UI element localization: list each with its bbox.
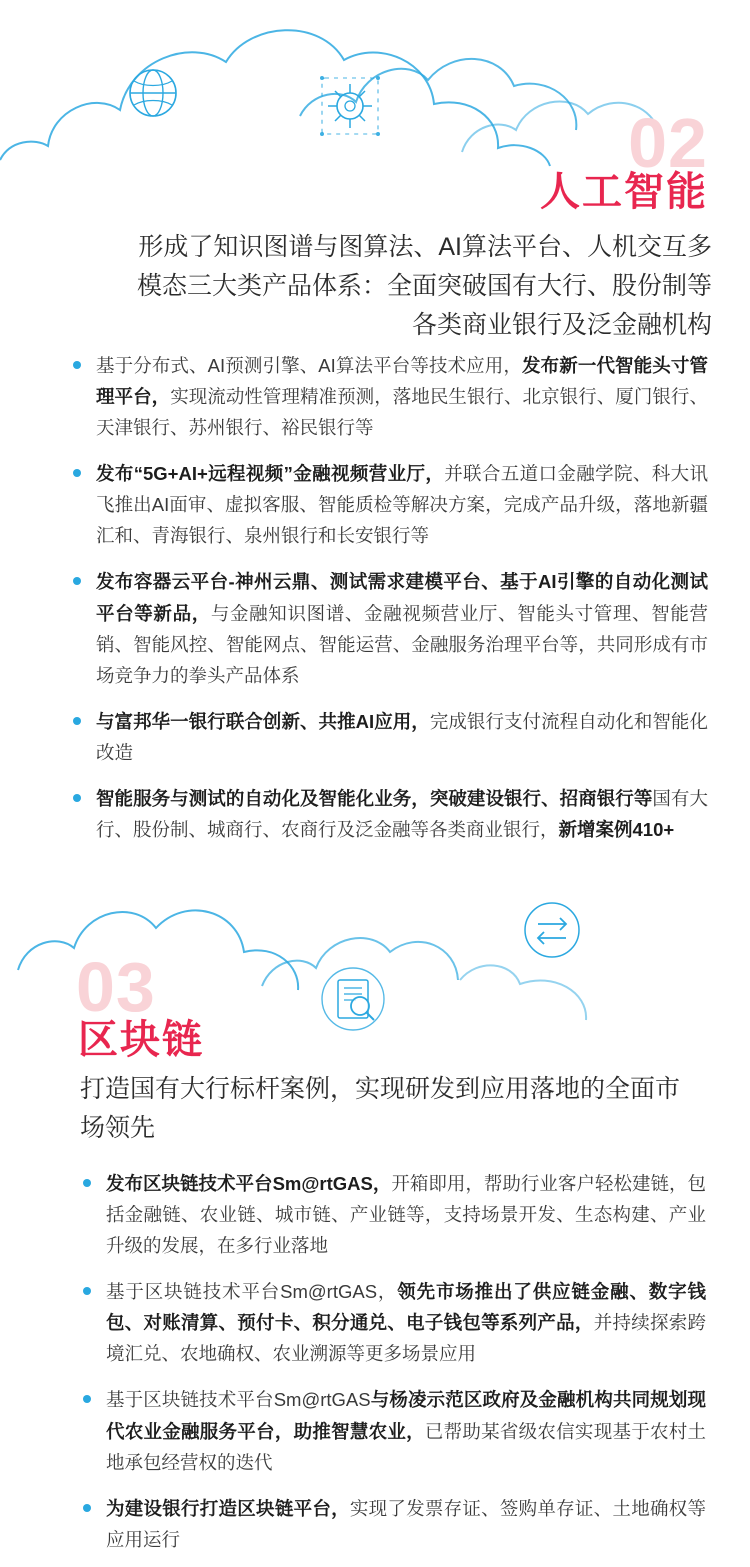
section-lead: 打造国有大行标杆案例，实现研发到应用落地的全面市场领先 [80,1075,681,1142]
bullet-list-03 [78,1168,706,1567]
bullet-list-02 [68,350,708,860]
list-item: 与富邦华一银行联合创新、共推AI应用，完成银行支付流程自动化和智能化改造 [68,706,708,768]
list-item: 为建设银行打造区块链平台，实现了发票存证、签购单存证、土地确权等应用运行 [78,1493,706,1555]
section-number-wrap [76,948,156,1026]
globe-icon [122,62,184,124]
list-item: 发布“5G+AI+远程视频”金融视频营业厅，并联合五道口金融学院、科大讯飞推出AI面审、虚拟客服、智能质检等解决方案，完成产品升级，落地新疆汇和、青海银行、泉州银行和长安银行等 [68,458,708,551]
list-item: 发布容器云平台-神州云鼎、测试需求建模平台、基于AI引擎的自动化测试平台等新品，与金融知识图谱、金融视频营业厅、智能头寸管理、智能营销、智能风控、智能网点、智能运营、金融服务治理平台等，共同形成有市场竞争力的拳头产品体系 [68,566,708,690]
section-number: 02 [628,104,708,182]
exchange-arrows-icon [514,892,590,968]
section-title: 人工智能 [540,170,708,214]
section-title: 区块链 [78,1018,204,1062]
list-item: 基于分布式、AI预测引擎、AI算法平台等技术应用，发布新一代智能头寸管理平台，实现流动性管理精准预测，落地民生银行、北京银行、厦门银行、天津银行、苏州银行、裕民银行等 [68,350,708,443]
section-lead: 形成了知识图谱与图算法、AI算法平台、人机交互多模态三大类产品体系：全面突破国有大行、股份制等各类商业银行及泛金融机构 [136,233,712,339]
list-item: 发布区块链技术平台Sm@rtGAS，开箱即用，帮助行业客户轻松建链，包括金融链、农业链、城市链、产业链等，支持场景开发、生态构建、产业升级的发展，在多行业落地 [78,1168,706,1261]
section-number-wrap [628,104,708,182]
gear-circuit-icon [310,66,390,146]
list-item: 基于区块链技术平台Sm@rtGAS与杨凌示范区政府及金融机构共同规划现代农业金融服务平台，助推智慧农业，已帮助某省级农信实现基于农村土地承包经营权的迭代 [78,1384,706,1477]
document-search-icon [314,960,392,1038]
list-item: 智能服务与测试的自动化及智能化业务，突破建设银行、招商银行等国有大行、股份制、城商行、农商行及泛金融等各类商业银行，新增案例410+ [68,783,708,845]
list-item: 基于区块链技术平台Sm@rtGAS，领先市场推出了供应链金融、数字钱包、对账清算、预付卡、积分通兑、电子钱包等系列产品，并持续探索跨境汇兑、农地确权、农业溯源等更多场景应用 [78,1276,706,1369]
section-number: 03 [76,948,156,1026]
